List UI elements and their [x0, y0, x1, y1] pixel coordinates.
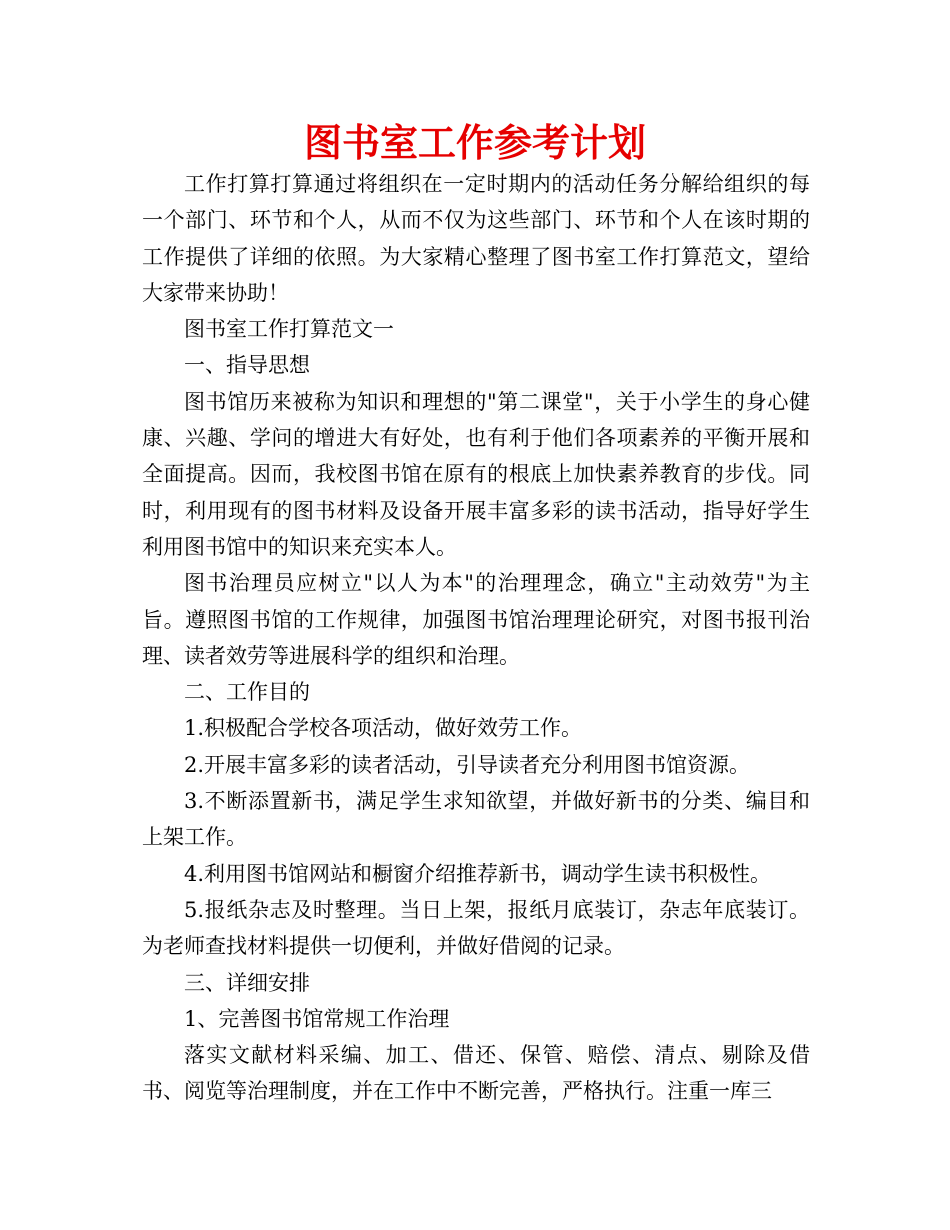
goal-item-5: 5.报纸杂志及时整理。当日上架，报纸月底装订，杂志年底装订。为老师查找材料提供一切便利，并做好借阅的记录。 [142, 897, 810, 959]
goal-item-4: 4.利用图书馆网站和橱窗介绍推荐新书，调动学生读书积极性。 [184, 861, 772, 886]
section-heading-goals: 二、工作目的 [184, 680, 310, 705]
paragraph-sample-heading: 图书室工作打算范文一 [184, 317, 394, 342]
section-heading-guiding-idea: 一、指导思想 [184, 353, 310, 378]
goal-item-3: 3.不断添置新书，满足学生求知欲望，并做好新书的分类、编目和上架工作。 [142, 789, 810, 850]
paragraph-intro: 工作打算打算通过将组织在一定时期内的活动任务分解给组织的每一个部门、环节和个人，从而不仅为这些部门、环节和个人在该时期的工作提供了详细的依照。为大家精心整理了图书室工作打算范文，望给大家带来协助！ [142, 172, 810, 305]
document-title: 图书室工作参考计划 [303, 121, 646, 165]
paragraph-guiding-idea: 图书馆历来被称为知识和理想的"第二课堂"，关于小学生的身心健康、兴趣、学问的增进大有好处，也有利于他们各项素养的平衡开展和全面提高。因而，我校图书馆在原有的根底上加快素养教育的步伐。同时，利用现有的图书材料及设备开展丰富多彩的读书活动，指导好学生利用图书馆中的知识来充实本人。 [142, 389, 810, 559]
goal-item-2: 2.开展丰富多彩的读者活动，引导读者充分利用图书馆资源。 [184, 752, 751, 777]
paragraph-routine: 落实文献材料采编、加工、借还、保管、赔偿、清点、剔除及借书、阅览等治理制度，并在工作中不断完善，严格执行。注重一库三 [142, 1043, 810, 1104]
document-body [142, 166, 810, 1110]
goal-item-1: 1.积极配合学校各项活动，做好效劳工作。 [184, 716, 583, 741]
paragraph-management-concept: 图书治理员应树立"以人为本"的治理理念，确立"主动效劳"为主旨。遵照图书馆的工作规律，加强图书馆治理理论研究，对图书报刊治理、读者效劳等进展科学的组织和治理。 [142, 571, 810, 668]
subsection-heading-routine: 1、完善图书馆常规工作治理 [184, 1006, 450, 1031]
section-heading-arrangements: 三、详细安排 [184, 970, 310, 995]
